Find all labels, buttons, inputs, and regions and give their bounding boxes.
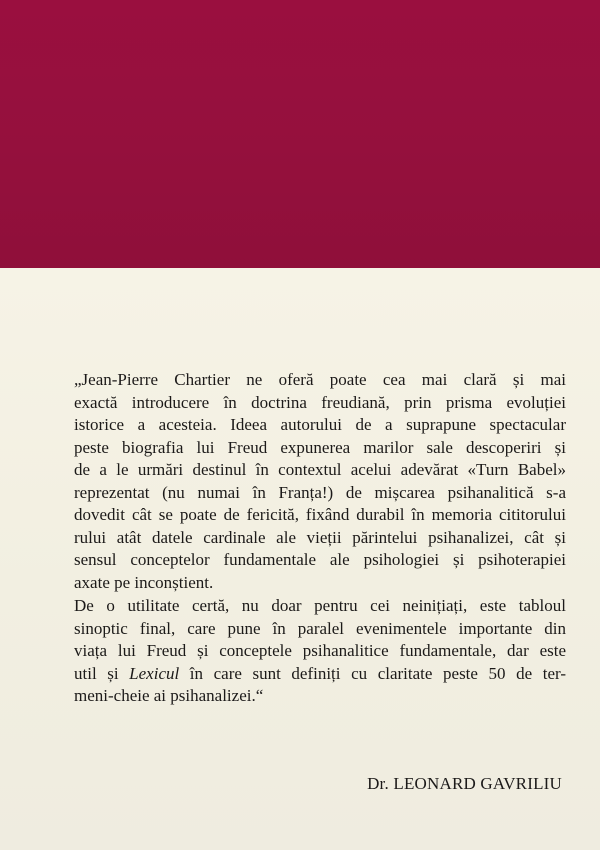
quote-line: istorice a acesteia. Ideea autorului de a suprapune spectacular (74, 415, 566, 434)
quote-line: axate pe inconștient. (74, 572, 214, 592)
author-signature: Dr. LEONARD GAVRILIU (367, 774, 562, 793)
quote-paragraph-2 (74, 595, 566, 708)
quote-line: reprezentat (nu numai în Franța!) de mișcarea psihanalitică s-a (74, 482, 566, 502)
quote-line: De o utilitate certă, nu doar pentru cei neinițiați, este tabloul (74, 596, 566, 615)
quote-line: meni-cheie ai psihanalizei.“ (74, 686, 264, 705)
quote-line-text: în care sunt definiți cu claritate peste 50 de ter- (179, 663, 566, 683)
quote-line: sensul conceptelor fundamentale ale psihologiei și psihoterapiei (74, 550, 566, 569)
quote-line: viața lui Freud și conceptele psihanalitice fundamentale, dar este (74, 641, 566, 660)
quote-line: sinoptic final, care pune în paralel evenimentele importante din (74, 618, 566, 638)
quote-line: dovedit cât se poate de fericită, fixând durabil în memoria cititorului (74, 505, 566, 524)
quote-line-text: util și (74, 663, 130, 683)
quote-line: de a le urmări destinul în contextul acelui adevărat «Turn Babel» (74, 460, 566, 479)
lexicon-title: Lexicul (129, 663, 180, 683)
quote-line: rului atât datele cardinale ale vieții părintelui psihanalizei, cât și (74, 527, 566, 547)
cover-color-band (0, 0, 600, 268)
quotation-text (74, 369, 566, 708)
quote-line: „Jean-Pierre Chartier ne oferă poate cea mai clară și mai (74, 370, 566, 389)
quote-line: peste biografia lui Freud expunerea marilor sale descoperiri și (74, 437, 566, 457)
quote-paragraph-1 (74, 369, 566, 594)
quote-line (74, 663, 566, 686)
quote-line: exactă introducere în doctrina freudiană, prin prisma evoluției (74, 392, 566, 412)
